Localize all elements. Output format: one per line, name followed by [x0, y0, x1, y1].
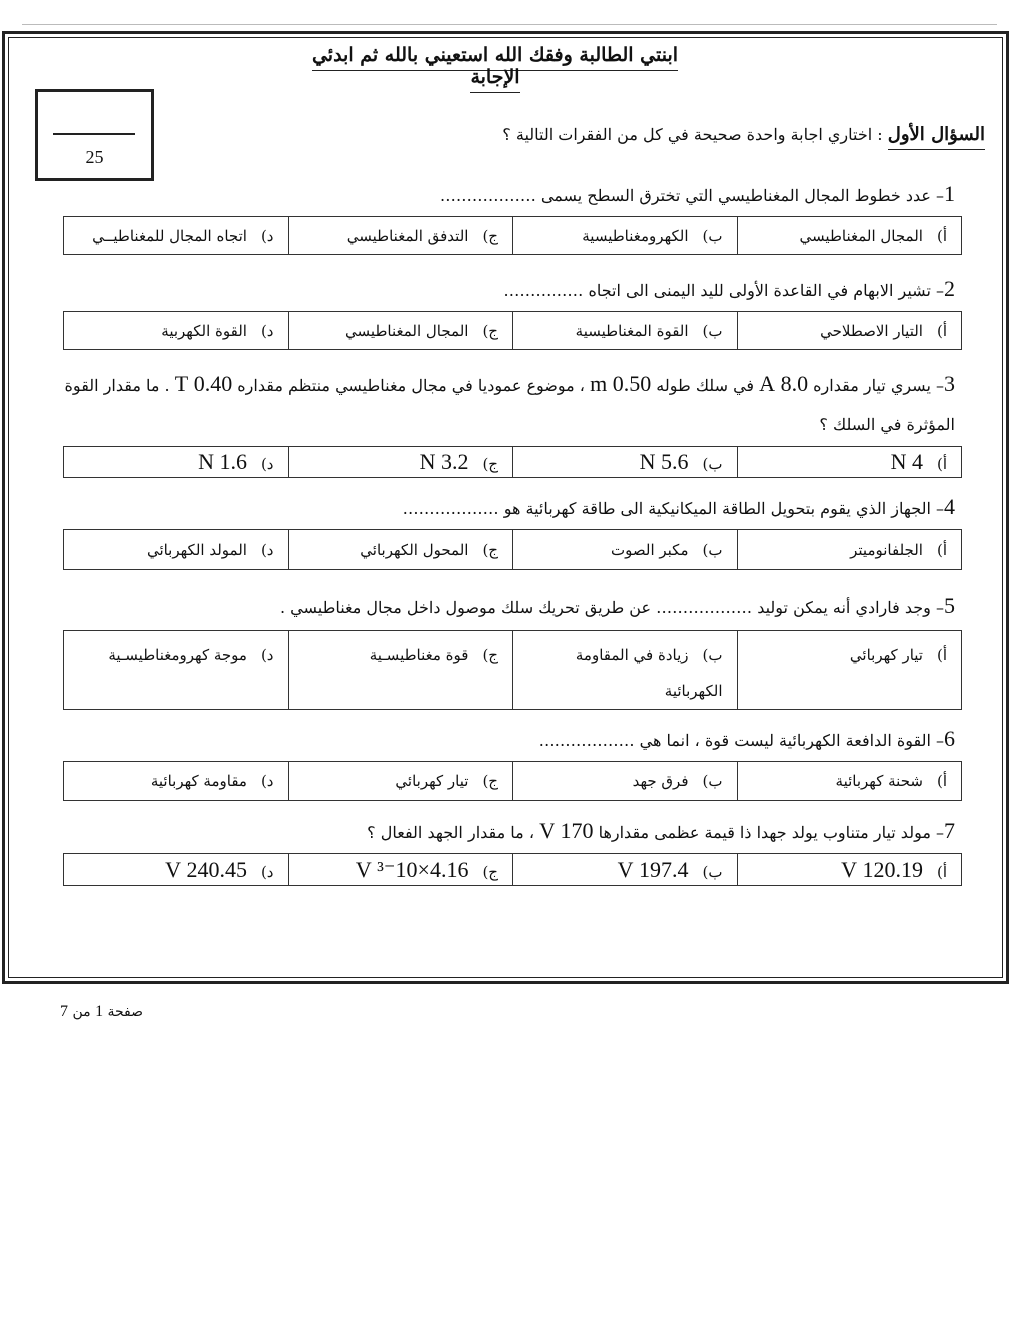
question-number: 5 [944, 593, 955, 618]
page-total: 7 [60, 1003, 68, 1020]
question-1-options [63, 216, 962, 255]
question-number: 6 [944, 726, 955, 751]
page-word: صفحة [107, 1004, 144, 1020]
option-prefix: ج) [482, 772, 498, 790]
option-a[interactable] [737, 631, 962, 710]
option-c[interactable] [288, 530, 513, 570]
option-prefix: أ) [936, 455, 947, 473]
question-text: – يسري تيار مقداره [813, 376, 944, 395]
option-prefix: د) [260, 321, 274, 340]
option-text: الجلفانوميتر [850, 540, 923, 559]
option-c[interactable] [288, 447, 513, 478]
question-text: ، ما مقدار الجهد الفعال ؟ [367, 823, 534, 842]
question-2-options [63, 311, 962, 350]
score-total: 25 [85, 147, 104, 167]
option-prefix: أ) [936, 772, 947, 790]
option-text: شحنة كهربائية [835, 772, 923, 790]
option-text: 4 N [890, 449, 923, 474]
question-text: المؤثرة في السلك ؟ [819, 415, 955, 434]
option-text: تيار كهربائي [849, 646, 923, 664]
option-prefix: أ) [936, 321, 947, 340]
option-text: 3.2 N [419, 449, 469, 474]
question-5-options [63, 630, 962, 710]
option-c[interactable] [288, 854, 513, 886]
option-d[interactable] [64, 762, 289, 801]
option-text: التدفق المغناطيسي [346, 226, 469, 245]
option-text: الكهرومغناطيسية [582, 226, 689, 245]
option-c[interactable] [288, 312, 513, 350]
option-prefix: أ) [936, 862, 947, 881]
option-prefix: ج) [482, 455, 498, 473]
page-of: من [72, 1004, 91, 1020]
option-b[interactable] [513, 854, 738, 886]
option-prefix: د) [260, 646, 274, 664]
option-prefix: ب) [702, 862, 723, 881]
question-4-options [63, 529, 962, 570]
option-a[interactable] [737, 854, 962, 886]
question-5-stem [280, 593, 955, 619]
option-b[interactable] [513, 530, 738, 570]
question-text: – تشير الابهام في القاعدة الأولى لليد اليمنى الى اتجاه …………… [503, 281, 944, 300]
question-6-options [63, 761, 962, 801]
question-text: – الجهاز الذي يقوم بتحويل الطاقة الميكانيكية الى طاقة كهربائية هو ……………… [402, 499, 944, 518]
section-label: السؤال الأول [888, 124, 985, 150]
option-text: موجة كهرومغناطيسـية [108, 646, 247, 664]
question-number: 4 [944, 494, 955, 519]
option-d[interactable] [64, 530, 289, 570]
option-text: 120.19 V [841, 856, 923, 882]
option-c[interactable] [288, 762, 513, 801]
question-text: في سلك طوله [656, 376, 755, 395]
option-c[interactable] [288, 631, 513, 710]
option-text: تيار كهربائي [395, 772, 469, 790]
page-current: 1 [95, 1003, 104, 1020]
option-prefix: أ) [936, 226, 947, 245]
page-title [300, 44, 690, 88]
option-text: 4.16×10⁻³ V [355, 856, 469, 882]
option-prefix: د) [260, 540, 274, 559]
option-prefix: ب) [702, 772, 723, 790]
question-text: ، موضوع عموديا في مجال مغناطيسي منتظم مقداره [237, 376, 585, 395]
option-a[interactable] [737, 447, 962, 478]
option-b[interactable] [513, 447, 738, 478]
current-value: 8.0 A [759, 371, 809, 396]
option-b[interactable] [513, 762, 738, 801]
option-prefix: ج) [482, 646, 498, 664]
question-text: – عدد خطوط المجال المغناطيسي التي تخترق السطح يسمى ……………… [439, 186, 944, 205]
section-heading [502, 124, 985, 145]
option-prefix: ج) [482, 226, 498, 245]
length-value: 0.50 m [590, 371, 652, 396]
option-prefix: ب) [702, 540, 723, 559]
title-text: ابنتي الطالبة وفقك الله استعيني بالله ثم ابدئي الإجابة [312, 44, 678, 93]
option-text: القوة الكهربية [161, 321, 247, 340]
option-text: 240.45 V [165, 856, 247, 882]
score-box [35, 89, 154, 181]
option-text: 5.6 N [639, 449, 689, 474]
question-number: 3 [944, 371, 955, 396]
question-6-stem [539, 726, 955, 752]
question-3-options [63, 446, 962, 478]
option-text: التيار الاصطلاحي [820, 321, 923, 340]
option-prefix: ب) [702, 321, 723, 340]
peak-voltage-value: 170 V [539, 818, 594, 843]
option-d[interactable] [64, 217, 289, 255]
option-a[interactable] [737, 530, 962, 570]
option-text: مكبر الصوت [611, 540, 689, 559]
option-prefix: ب) [702, 646, 723, 664]
option-text: 1.6 N [198, 449, 247, 474]
page-number [60, 1003, 143, 1021]
option-a[interactable] [737, 217, 962, 255]
option-prefix: ج) [482, 321, 498, 340]
option-text: اتجاه المجال للمغناطيــي [92, 226, 247, 245]
option-b[interactable] [513, 631, 738, 710]
option-prefix: د) [260, 455, 274, 473]
option-d[interactable] [64, 312, 289, 350]
option-text: المجال المغناطيسي [799, 226, 923, 245]
option-text: مقاومة كهربائية [150, 772, 247, 790]
question-2-stem [503, 276, 955, 302]
question-number: 7 [944, 818, 955, 843]
question-3-stem-line2 [819, 415, 955, 434]
question-number: 1 [944, 181, 955, 206]
option-text: قوة مغناطيسـية [369, 646, 469, 664]
question-text: – القوة الدافعة الكهربائية ليست قوة ، انما هي ……………… [538, 731, 944, 750]
question-1-stem [440, 181, 955, 207]
option-d[interactable] [64, 447, 289, 478]
option-a[interactable] [737, 312, 962, 350]
option-d[interactable] [64, 631, 289, 710]
question-7-options [63, 853, 962, 886]
question-number: 2 [944, 276, 955, 301]
option-b[interactable] [513, 312, 738, 350]
question-7-stem [367, 818, 955, 844]
option-prefix: ج) [482, 862, 498, 881]
option-a[interactable] [737, 762, 962, 801]
option-text: المحول الكهربائي [360, 540, 469, 559]
option-prefix: ج) [482, 540, 498, 559]
question-text: – مولد تيار متناوب يولد جهدا ذا قيمة عظمى مقدارها [598, 823, 944, 842]
option-text: فرق جهد [632, 772, 689, 790]
question-3-stem [65, 371, 955, 397]
option-prefix: أ) [936, 646, 947, 664]
option-d[interactable] [64, 854, 289, 886]
option-prefix: د) [260, 772, 274, 790]
question-text: – وجد فارادي أنه يمكن توليد ……………… عن طريق تحريك سلك موصول داخل مجال مغناطيسي . [279, 598, 944, 617]
option-prefix: ب) [702, 226, 723, 245]
option-text: زيادة في المقاومة الكهربائية [575, 646, 723, 700]
question-4-stem [403, 494, 955, 520]
option-prefix: د) [260, 226, 274, 245]
option-text: القوة المغناطيسية [575, 321, 689, 340]
section-instruction: : اختاري اجابة واحدة صحيحة في كل من الفقرات التالية ؟ [502, 125, 883, 144]
option-text: المجال المغناطيسي [345, 321, 469, 340]
option-prefix: د) [260, 862, 274, 881]
option-prefix: ب) [702, 455, 723, 473]
option-b[interactable] [513, 217, 738, 255]
question-text: . ما مقدار القوة [64, 376, 170, 395]
top-rule [22, 24, 997, 25]
option-text: 197.4 V [617, 856, 689, 882]
option-c[interactable] [288, 217, 513, 255]
option-prefix: أ) [936, 540, 947, 559]
option-text: المولد الكهربائي [146, 540, 247, 559]
score-blank-line [53, 133, 135, 135]
field-value: 0.40 T [174, 371, 233, 396]
